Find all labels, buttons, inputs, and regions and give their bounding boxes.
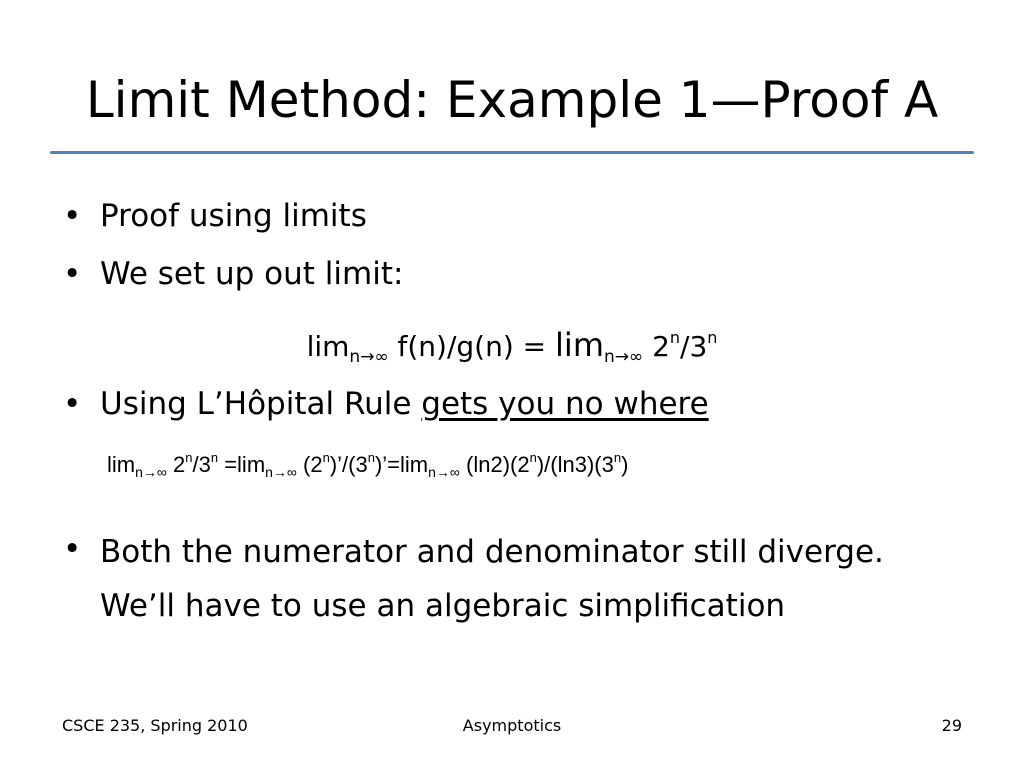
bullet-text [100, 380, 709, 428]
footer-course: CSCE 235, Spring 2010 [62, 716, 248, 735]
math-part: /3 [192, 452, 211, 477]
denominator-base: /3 [680, 330, 708, 363]
slide-title: Limit Method: Example 1—Proof A [85, 71, 939, 129]
lim-subscript: n→∞ [603, 347, 644, 367]
math-part: (ln2)(2 [459, 452, 530, 477]
lim-subscript: n→∞ [428, 464, 460, 480]
bullet-dot-icon: • [63, 386, 82, 422]
bullet-text: Both the numerator and denominator still diverge. We’ll have to use an algebraic simplification [100, 534, 884, 624]
exponent: n [367, 450, 375, 465]
bullet-text: Proof using limits [100, 198, 367, 234]
math-part: 2 [166, 452, 186, 477]
slide-number: 29 [941, 716, 962, 735]
exponent: n [707, 328, 718, 347]
limit-expression [0, 312, 1024, 383]
lim-subscript: n→∞ [349, 347, 389, 367]
math-part: )’=lim [374, 452, 429, 477]
math-part: =lim [218, 452, 266, 477]
math-part: ) [621, 452, 629, 477]
bullet-dot-icon: • [63, 198, 82, 234]
underlined-phrase: gets you no where [421, 386, 709, 422]
lim-label: lim [555, 326, 604, 364]
numerator-base: 2 [643, 330, 670, 363]
bullet-text: We set up out limit: [100, 256, 404, 292]
lim-label: lim [306, 330, 350, 363]
exponent: n [613, 450, 622, 465]
ratio-expression: f(n)/g(n) = [388, 330, 556, 363]
exponent: n [529, 450, 537, 465]
exponent: n [669, 328, 681, 347]
lim-subscript: n→∞ [265, 464, 297, 480]
exponent: n [210, 450, 219, 465]
exponent: n [185, 450, 193, 465]
lim-subscript: n→∞ [135, 464, 167, 480]
footer-topic: Asymptotics [462, 716, 562, 735]
bullet-dot-icon: • [63, 256, 82, 292]
lhopital-expression [107, 438, 628, 492]
bullet-text-lead: Using L’Hôpital Rule [100, 386, 422, 422]
math-part: lim [107, 452, 136, 477]
math-part: (2 [296, 452, 323, 477]
math-part: )’/(3 [329, 452, 368, 477]
math-part: )/(ln3)(3 [536, 452, 614, 477]
title-divider [50, 151, 974, 154]
exponent: n [322, 450, 330, 465]
bullet-dot-icon: • [63, 531, 82, 567]
